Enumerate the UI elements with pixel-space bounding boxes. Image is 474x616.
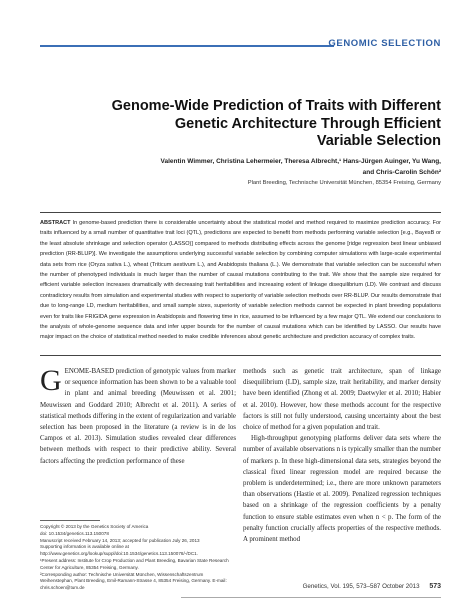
article-title <box>40 98 441 151</box>
author-line: and Chris-Carolin Schön² <box>362 169 441 176</box>
drop-cap: G <box>40 364 62 397</box>
footer-rule <box>181 597 441 598</box>
body-paragraph: methods such as genetic trait architecture, span of linkage disequilibrium (LD), sample size, trait heritability, and marker density have been identified (Zhong et al. 2009; Daetwyler et al. 2010; Habier et al. 2010). However, how these methods account for the respective factors is still not fully understood, causing uncertainty about the best choice of method for a given population and trait. <box>243 368 441 432</box>
authors-block <box>40 156 441 188</box>
section-label: GENOMIC SELECTION <box>328 38 441 49</box>
page-footer <box>303 583 441 590</box>
intro-paragraph: ENOME-BASED prediction of genotypic values from marker or sequence information has been shown to be a valuable tool in plant and animal breeding (Meuwissen et al. 2001; Meuwissen and Goddard 2010; Albrecht et al. 2011). A series of statistical methods differing in the extent of regularization and variable selection has been proposed in the literature (a review is in de los Campos et al. 2013). Simulation studies revealed clear differences between methods with respect to their predictive ability. Several factors affecting the prediction performance of these <box>40 368 236 465</box>
section-rule <box>40 45 334 47</box>
footnote-present-address: ¹Present address: Institute for Crop Production and Plant Breeding, Bavarian State Research Center for Agriculture, 85354 Freising, Germany. <box>40 557 229 570</box>
abstract-text <box>40 218 441 343</box>
author-line: Valentin Wimmer, Christina Lehermeier, Theresa Albrecht,¹ Hans-Jürgen Auinger, Yu Wang, <box>160 158 441 165</box>
body-paragraph: High-throughput genotyping platforms deliver data sets where the number of available observations n is typically smaller than the number of markers p. In these high-dimensional data sets, strategies beyond the classical fixed linear regression model are required because the problem is underdetermined; i.e., there are more unknown parameters than observations (Hastie et al. 2009). Penalized regression techniques based on a shrinkage of the regression coefficients by a penalty function to ensure stable estimates even when n < p. The form of the penalty function crucially affects properties of the respective methods. A prominent method <box>243 435 441 544</box>
footnote-supporting: Supporting information is available online at http://www.genetics.org/lookup/suppl/doi:10.1534/genetics.113.150078/-/DC1. <box>40 544 198 557</box>
title-line: Variable Selection <box>316 133 441 149</box>
footnote-corresponding: ²Corresponding author: Technische Universität München, Wissenschaftszentrum Weihenstephan, Plant Breeding, Emil-Ramann-Strasse 4, 85354 Freising, Germany. E-mail: chris.schoen@tum.de <box>40 571 227 591</box>
abstract-box <box>40 212 441 356</box>
footnote-copyright: Copyright © 2013 by the Genetics Society of America <box>40 524 149 529</box>
page-number: 573 <box>429 583 441 590</box>
footnote-rule <box>40 520 100 521</box>
title-line: Genome-Wide Prediction of Traits with Different <box>111 98 441 114</box>
footer-citation: Genetics, Vol. 195, 573–587 October 2013 <box>302 583 420 590</box>
body-column-right <box>243 366 441 545</box>
abstract-body: In genome-based prediction there is considerable uncertainty about the statistical model and method required to maximize prediction accuracy. For traits influenced by a small number of quantitative trait loci (QTL), predictions are expected to benefit from methods performing variable selection [e.g., BayesB or the least absolute shrinkage and selection operator (LASSO)] compared to methods distributing effects across the genome [ridge regression best linear unbiased prediction (RR-BLUP)]. We investigate the assumptions underlying successful variable selection by combining computer simulations with large-scale experimental data sets from rice (Oryza sativa L.), wheat (Triticum aestivum L.), and Arabidopsis thaliana (L.). We demonstrate that variable selection can be successful when the number of phenotyped individuals is much larger than the number of causal mutations contributing to the trait. We show that the sample size required for efficient variable selection increases dramatically with decreasing trait heritabilities and increasing extent of linkage disequilibrium (LD). We contrast and discuss contradictory results from simulation and experimental studies with respect to superiority of variable selection methods over RR-BLUP. Our results demonstrate that due to long-range LD, medium heritabilities, and small sample sizes, superiority of variable selection methods cannot be expected in plant breeding populations even for traits like FRIGIDA gene expression in Arabidopsis and flowering time in rice, assumed to be influenced by a few major QTL. We extend our conclusions to the analysis of whole-genome sequence data and infer upper bounds for the number of causal mutations which can be identified by LASSO. Our results have major impact on the choice of statistical method needed to make credible inferences about genetic architecture and prediction accuracy of complex traits. <box>40 220 441 341</box>
body-column-left <box>40 366 236 467</box>
footnote-doi: doi: 10.1534/genetics.113.150078 <box>40 530 109 536</box>
section-header <box>0 36 474 56</box>
affiliation: Plant Breeding, Technische Universität München, 85354 Freising, Germany <box>247 180 441 186</box>
title-line: Genetic Architecture Through Efficient <box>174 115 441 132</box>
abstract-heading: ABSTRACT <box>40 220 71 226</box>
footnotes <box>40 520 236 592</box>
footnote-manuscript: Manuscript received February 14, 2013; accepted for publication July 26, 2013 <box>40 537 200 543</box>
